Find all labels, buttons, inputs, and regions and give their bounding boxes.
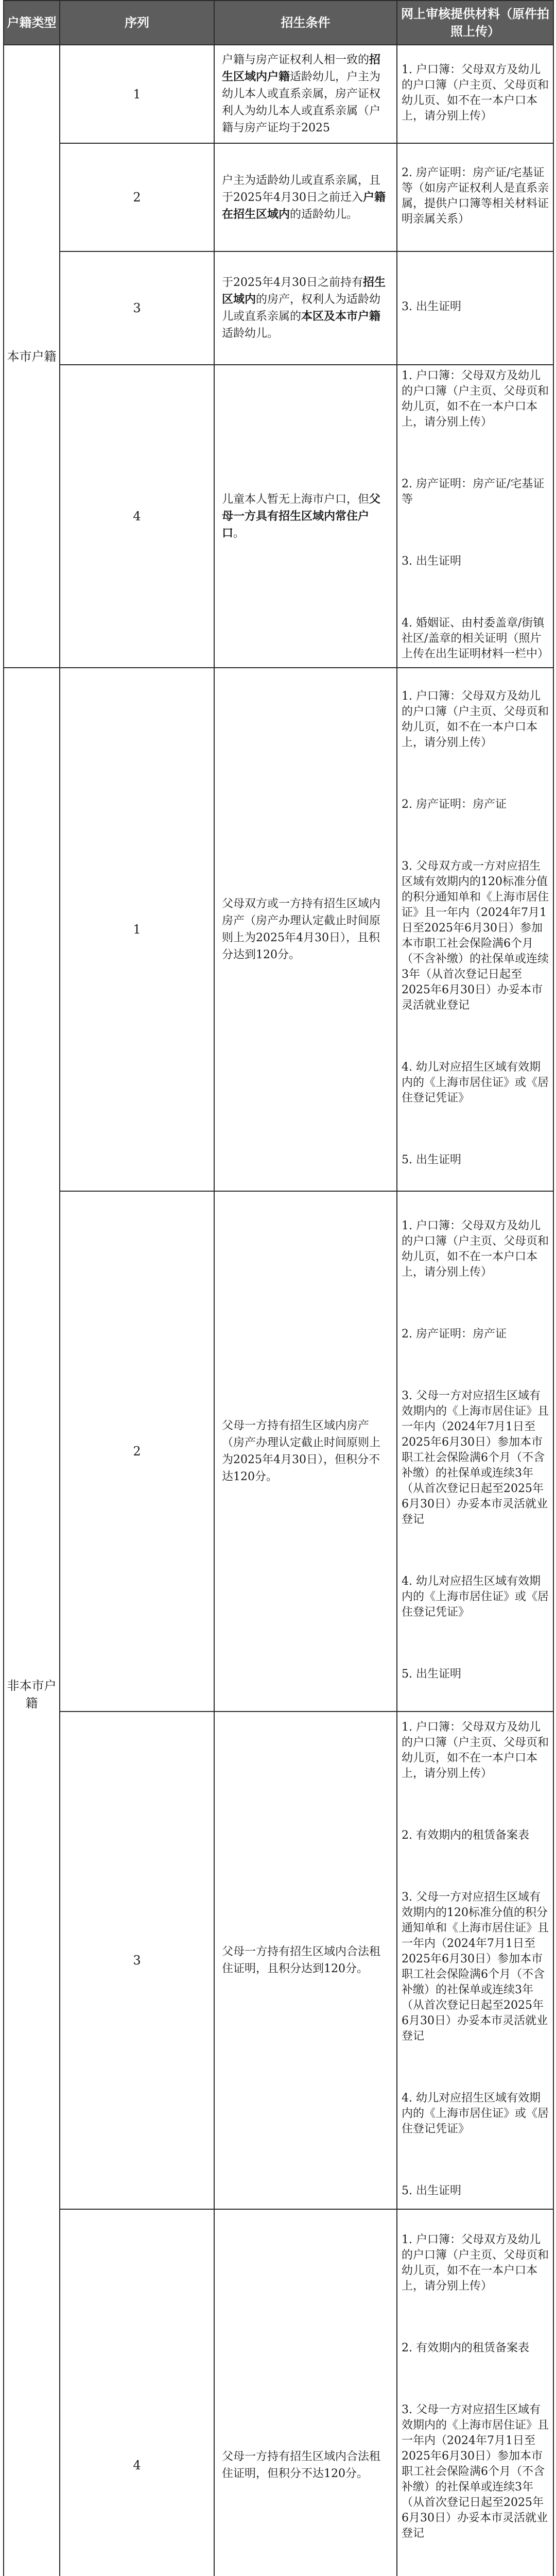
- condition-cell: [214, 365, 397, 668]
- condition-text: 父母一方持有招生区域内合法租住证明，但积分不达120分。: [222, 2450, 381, 2480]
- sequence-cell: 1: [60, 45, 214, 143]
- material-item: 1. 户口簿：父母双方及幼儿的户口簿（户主页、父母页和幼儿页，如不在一本户口本上，请分别上传）: [402, 1721, 549, 1780]
- material-item: 5. 出生证明: [402, 2184, 461, 2197]
- material-item: 3. 出生证明: [402, 555, 461, 568]
- table-row: [4, 1711, 553, 2209]
- material-item: 2. 房产证明：房产证/宅基证等（如房产证权利人是直系亲属，提供户口簿等相关材料证明亲属关系）: [402, 166, 549, 226]
- condition-emphasis: 父母一方具有招生区域内常住户口: [222, 492, 381, 540]
- condition-text: 适龄幼儿，户主为幼儿本人或直系亲属，房产证权利人为幼儿本人或直系亲属（户籍与房产证均于2025: [222, 71, 381, 134]
- material-item: 3. 父母一方对应招生区域有效期内的《上海市居住证》且一年内（2024年7月1日至2025年6月30日）参加本市职工社会保险满6个月（不含补缴）的社保单或连续3年（从首次登记日起至2025年6月30日）办妥本市灵活就业登记: [402, 1389, 549, 1526]
- condition-text: 户主为适龄幼儿或直系亲属，且于2025年4月30日之前迁入: [222, 174, 381, 204]
- condition-cell: [214, 668, 397, 1191]
- condition-text: 适龄幼儿。: [222, 327, 279, 340]
- condition-text: 父母一方持有招生区域内房产（房产办理认定截止时间原则上为2025年4月30日），但积分不达120分。: [222, 1419, 381, 1483]
- material-item: 2. 有效期内的租赁备案表: [402, 1829, 529, 1842]
- table-row: [4, 365, 553, 668]
- condition-cell: [214, 1191, 397, 1711]
- materials-cell: [397, 1711, 553, 2209]
- material-item: 2. 房产证明：房产证: [402, 1328, 507, 1341]
- material-item: 2. 有效期内的租赁备案表: [402, 2342, 529, 2354]
- header-household-type: 户籍类型: [4, 1, 60, 45]
- material-item: 5. 出生证明: [402, 1668, 461, 1681]
- material-item: 1. 户口簿：父母双方及幼儿的户口簿（户主页、父母页和幼儿页，如不在一本户口本上，请分别上传）: [402, 2233, 549, 2293]
- household-type-cell: 本市户籍: [4, 45, 60, 668]
- material-item: 1. 户口簿：父母双方及幼儿的户口簿（户主页、父母页和幼儿页、如不在一本户口本上，请分别上传）: [402, 63, 549, 123]
- material-item: 4. 幼儿对应招生区域有效期内的《上海市居住证》或《居住登记凭证》: [402, 1575, 549, 1619]
- material-item: 2. 房产证明：房产证: [402, 798, 507, 811]
- sequence-cell: 3: [60, 1711, 214, 2209]
- materials-cell: [397, 143, 553, 251]
- table-row: [4, 143, 553, 251]
- materials-cell: [397, 2209, 553, 2576]
- materials-cell: [397, 45, 553, 143]
- material-item: 3. 父母一方对应招生区域有效期内的《上海市居住证》且一年内（2024年7月1日至2025年6月30日）参加本市职工社会保险满6个月（不含补缴）的社保单或连续3年（从首次登记日起至2025年6月30日）办妥本市灵活就业登记: [402, 2403, 549, 2540]
- condition-emphasis: 本区及本市户籍: [301, 310, 381, 323]
- materials-cell: [397, 365, 553, 668]
- material-item: 3. 父母双方或一方对应招生区域有效期内的120标准分值的积分通知单和《上海市居住证》且一年内（2024年7月1日至2025年6月30日）参加本市职工社会保险满6个月（不含补缴）的社保单或连续3年（从首次登记日起至2025年6月30日）办妥本市灵活就业登记: [402, 860, 549, 1012]
- sequence-cell: 2: [60, 1191, 214, 1711]
- condition-emphasis: 户籍在招生区域内: [222, 190, 386, 221]
- material-item: 4. 幼儿对应招生区域有效期内的《上海市居住证》或《居住登记凭证》: [402, 2092, 549, 2136]
- condition-text: 儿童本人暂无上海市户口，但: [222, 493, 370, 506]
- condition-cell: [214, 1711, 397, 2209]
- condition-text: 。: [233, 527, 245, 540]
- header-sequence: 序列: [60, 1, 214, 45]
- condition-text: 户籍与房产证权利人相一致的: [222, 54, 370, 66]
- header-admission-conditions: 招生条件: [214, 1, 397, 45]
- condition-cell: [214, 143, 397, 251]
- table-row: [4, 1191, 553, 1711]
- sequence-cell: 3: [60, 251, 214, 365]
- sequence-cell: 4: [60, 2209, 214, 2576]
- sequence-cell: 2: [60, 143, 214, 251]
- table-row: [4, 251, 553, 365]
- materials-cell: [397, 251, 553, 365]
- condition-text: 父母双方或一方持有招生区域内房产（房产办理认定截止时间原则上为2025年4月30日），且积分达到120分。: [222, 897, 381, 961]
- materials-cell: [397, 668, 553, 1191]
- material-item: 1. 户口簿：父母双方及幼儿的户口簿（户主页、父母页和幼儿页，如不在一本户口本上，请分别上传）: [402, 369, 549, 429]
- condition-text: 的房产，权利人为适龄幼儿或直系亲属的: [222, 293, 381, 323]
- admission-requirements-table: [3, 0, 554, 2576]
- condition-text: 父母一方持有招生区域内合法租住证明，且积分达到120分。: [222, 1945, 381, 1975]
- table-row: [4, 2209, 553, 2576]
- material-item: 3. 父母一方对应招生区域有效期内的120标准分值的积分通知单和《上海市居住证》且一年内（2024年7月1日至2025年6月30日）参加本市职工社会保险满6个月（不含补缴）的社保单或连续3年（从首次登记日起至2025年6月30日）办妥本市灵活就业登记: [402, 1891, 549, 2043]
- sequence-cell: 4: [60, 365, 214, 668]
- material-item: 2. 房产证明：房产证/宅基证等: [402, 478, 545, 506]
- condition-text: 于2025年4月30日之前持有: [222, 276, 363, 289]
- condition-cell: [214, 251, 397, 365]
- material-item: 1. 户口簿：父母双方及幼儿的户口簿（户主页、父母页和幼儿页，如不在一本户口本上，请分别上传）: [402, 690, 549, 749]
- header-materials: 网上审核提供材料（原件拍照上传）: [397, 1, 553, 45]
- material-item: 4. 婚姻证、由村委盖章/街镇社区/盖章的相关证明（照片上传在出生证明材料一栏中）: [402, 617, 549, 660]
- condition-cell: [214, 45, 397, 143]
- sequence-cell: 1: [60, 668, 214, 1191]
- material-item: 4. 幼儿对应招生区域有效期内的《上海市居住证》或《居住登记凭证》: [402, 1061, 549, 1105]
- table-body: [4, 45, 553, 2576]
- material-item: 1. 户口簿：父母双方及幼儿的户口簿（户主页、父母页和幼儿页，如不在一本户口本上，请分别上传）: [402, 1219, 549, 1279]
- condition-text: 的适龄幼儿。: [290, 208, 358, 221]
- condition-cell: [214, 2209, 397, 2576]
- materials-cell: [397, 1191, 553, 1711]
- table-row: [4, 45, 553, 143]
- table-header-row: [4, 1, 553, 45]
- material-item: 5. 出生证明: [402, 1154, 461, 1166]
- condition-emphasis: 招生区域内: [222, 276, 386, 306]
- table-row: [4, 668, 553, 1191]
- household-type-cell: 非本市户籍: [4, 668, 60, 2576]
- condition-emphasis: 招生区域内户籍: [222, 53, 381, 83]
- material-item: 3. 出生证明: [402, 300, 461, 313]
